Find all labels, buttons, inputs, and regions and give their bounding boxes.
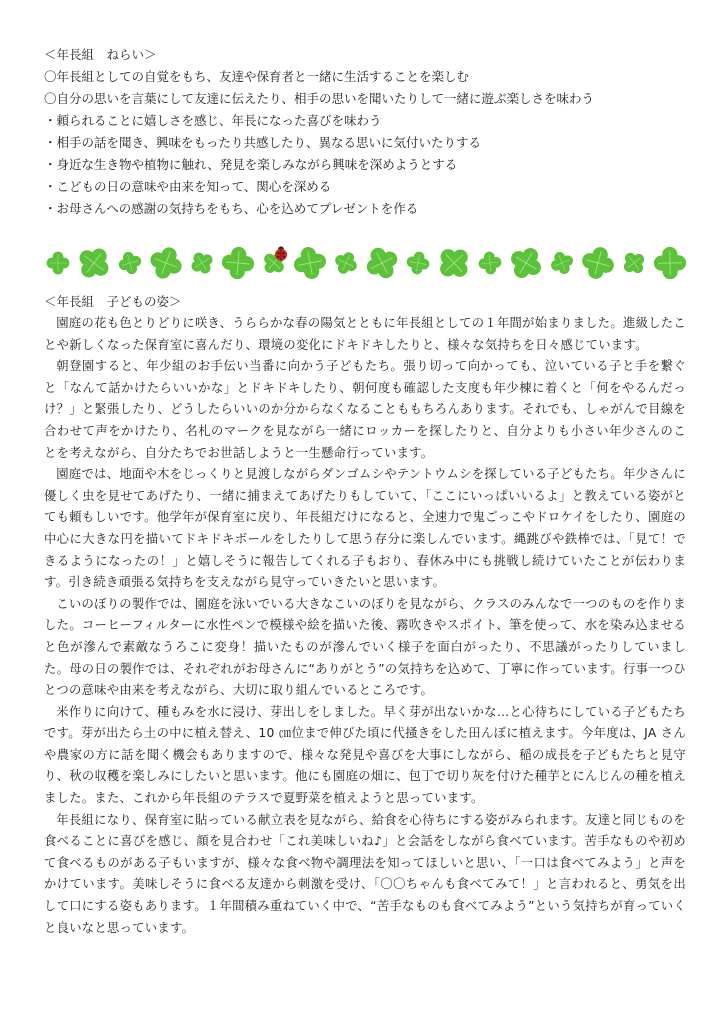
aims-item: ・相手の話を聞き、興味をもったり共感したり、異なる思いに気付いたりする: [44, 135, 482, 150]
kids-title: ＜年長組 子どもの姿＞: [44, 294, 182, 309]
clover-icon: [581, 246, 615, 280]
clover-icon: [221, 246, 255, 280]
kids-paragraph: 朝登園すると、年少組のお手伝い当番に向かう子どもたち。張り切って向かっても、泣いている子と手を繋ぐと「なんて話かけたらいいかな」とドキドキしたり、朝何度も確認した支度も年少棟に着くと「何をやるんだっけ？」と緊張したり、どうしたらいいのか分からなくなることももちろんあります。それでも、しゃがんで目線を合わせて声をかけたり、名札のマークを見ながら一緒にロッカーを探したりと、自分よりも小さい年少さんのことを考えながら、自分たちでお世話しようと一生懸命行っています。: [44, 359, 686, 460]
kids-paragraph: 園庭の花も色とりどりに咲き、うららかな春の陽気とともに年長組としての１年間が始まりました。進級したことや新しくなった保育室に喜んだり、環境の変化にドキドキしたりと、様々な気持ちを日々感じています。: [44, 316, 686, 352]
aims-item: ・頼られることに嬉しさを感じ、年長になった喜びを味わう: [44, 113, 382, 128]
clover-icon: [149, 246, 183, 280]
clover-icon: [509, 246, 543, 280]
aims-section: [44, 44, 684, 220]
clover-icon: [365, 246, 399, 280]
clover-icon: [77, 246, 111, 280]
clover-icon: [190, 251, 214, 275]
clover-icon: [653, 246, 687, 280]
clover-icon: [478, 251, 502, 275]
clover-icon: [118, 251, 142, 275]
clover-divider: [40, 242, 688, 284]
aims-item: ・こどもの日の意味や由来を知って、関心を深める: [44, 179, 332, 194]
clover-icon: [437, 246, 471, 280]
clover-icon: [622, 251, 646, 275]
ladybug-icon: [273, 246, 289, 262]
clover-icon: [46, 251, 70, 275]
kids-paragraph: 園庭では、地面や木をじっくりと見渡しながらダンゴムシやテントウムシを探している子どもたち。年少さんに優しく虫を見せてあげたり、一緒に捕まえてあげたりもしていて、「ここにいっぱいいるよ」と教えている姿がとても頼もしいです。他学年が保育室に戻り、年長組だけになると、全速力で鬼ごっこやドロケイをしたり、園庭の中心に大きな円を描いてドキドキボールをしたりして思う存分に楽しんでいます。縄跳びや鉄棒では、「見て！できるようになったの！」と嬉しそうに報告してくれる子もおり、春休み中にも挑戦し続けていたことが伝わります。引き続き頑張る気持ちを支えながら見守っていきたいと思います。: [44, 467, 686, 590]
aims-item: ・お母さんへの感謝の気持ちをもち、心を込めてプレゼントを作る: [44, 201, 419, 216]
clover-icon: [293, 246, 327, 280]
aims-item: ・身近な生き物や植物に触れ、発見を楽しみながら興味を深めようとする: [44, 157, 458, 172]
kids-paragraph: 年長組になり、保育室に貼っている献立表を見ながら、給食を心待ちにする姿がみられます。友達と同じものを食べることに喜びを感じ、顔を見合わせ「これ美味しいね♪」と会話をしながら食べています。苦手なものや初めて食べるものがある子もいますが、様々な食べ物や調理法を知ってほしいと思い、「一口は食べてみよう」と声をかけています。美味しそうに食べる友達から刺激を受け、「〇〇ちゃんも食べてみて！」と言われると、勇気を出して口にする姿もあります。１年間積み重ねていく中で、“苦手なものも食べてみよう”という気持ちが育っていくと良いなと思っています。: [44, 812, 686, 935]
clover-icon: [334, 251, 358, 275]
aims-item: 〇自分の思いを言葉にして友達に伝えたり、相手の思いを聞いたりして一緒に遊ぶ楽しさを味わう: [44, 91, 595, 106]
aims-title: ＜年長組 ねらい＞: [44, 47, 157, 62]
kids-section: [44, 291, 686, 939]
aims-item: 〇年長組としての自覚をもち、友達や保育者と一緒に生活することを楽しむ: [44, 69, 470, 84]
kids-paragraph: こいのぼりの製作では、園庭を泳いでいる大きなこいのぼりを見ながら、クラスのみんなで一つのものを作りました。コーヒーフィルターに水性ペンで模様や絵を描いた後、霧吹きやスポイト、筆を使って、水を染み込ませると色が滲んで素敵なうろこに変身！描いたものが滲んでいく様子を面白がったり、不思議がったりしていました。母の日の製作では、それぞれがお母さんに“ありがとう”の気持ちを込めて、丁寧に作っています。行事一つひとつの意味や由来を考えながら、大切に取り組んでいるところです。: [44, 596, 686, 698]
clover-icon: [550, 251, 574, 275]
clover-icon: [406, 251, 430, 275]
kids-paragraph: 米作りに向けて、種もみを水に浸け、芽出しをしました。早く芽が出ないかな…と心待ちにしている子どもたちです。芽が出たら土の中に植え替え、10 ㎝位まで伸びた頃に代掻きをした田んぼに植えます。今年度は、JA さんや農家の方に話を聞く機会もありますので、様々な発見や喜びを大事にしながら、稲の成長を子どもたちと見守り、秋の収穫を楽しみにしたいと思います。他にも園庭の畑に、包丁で切り灰を付けた種芋とにんじんの種を植えました。また、これから年長組のテラスで夏野菜を植えようと思っています。: [44, 704, 686, 806]
